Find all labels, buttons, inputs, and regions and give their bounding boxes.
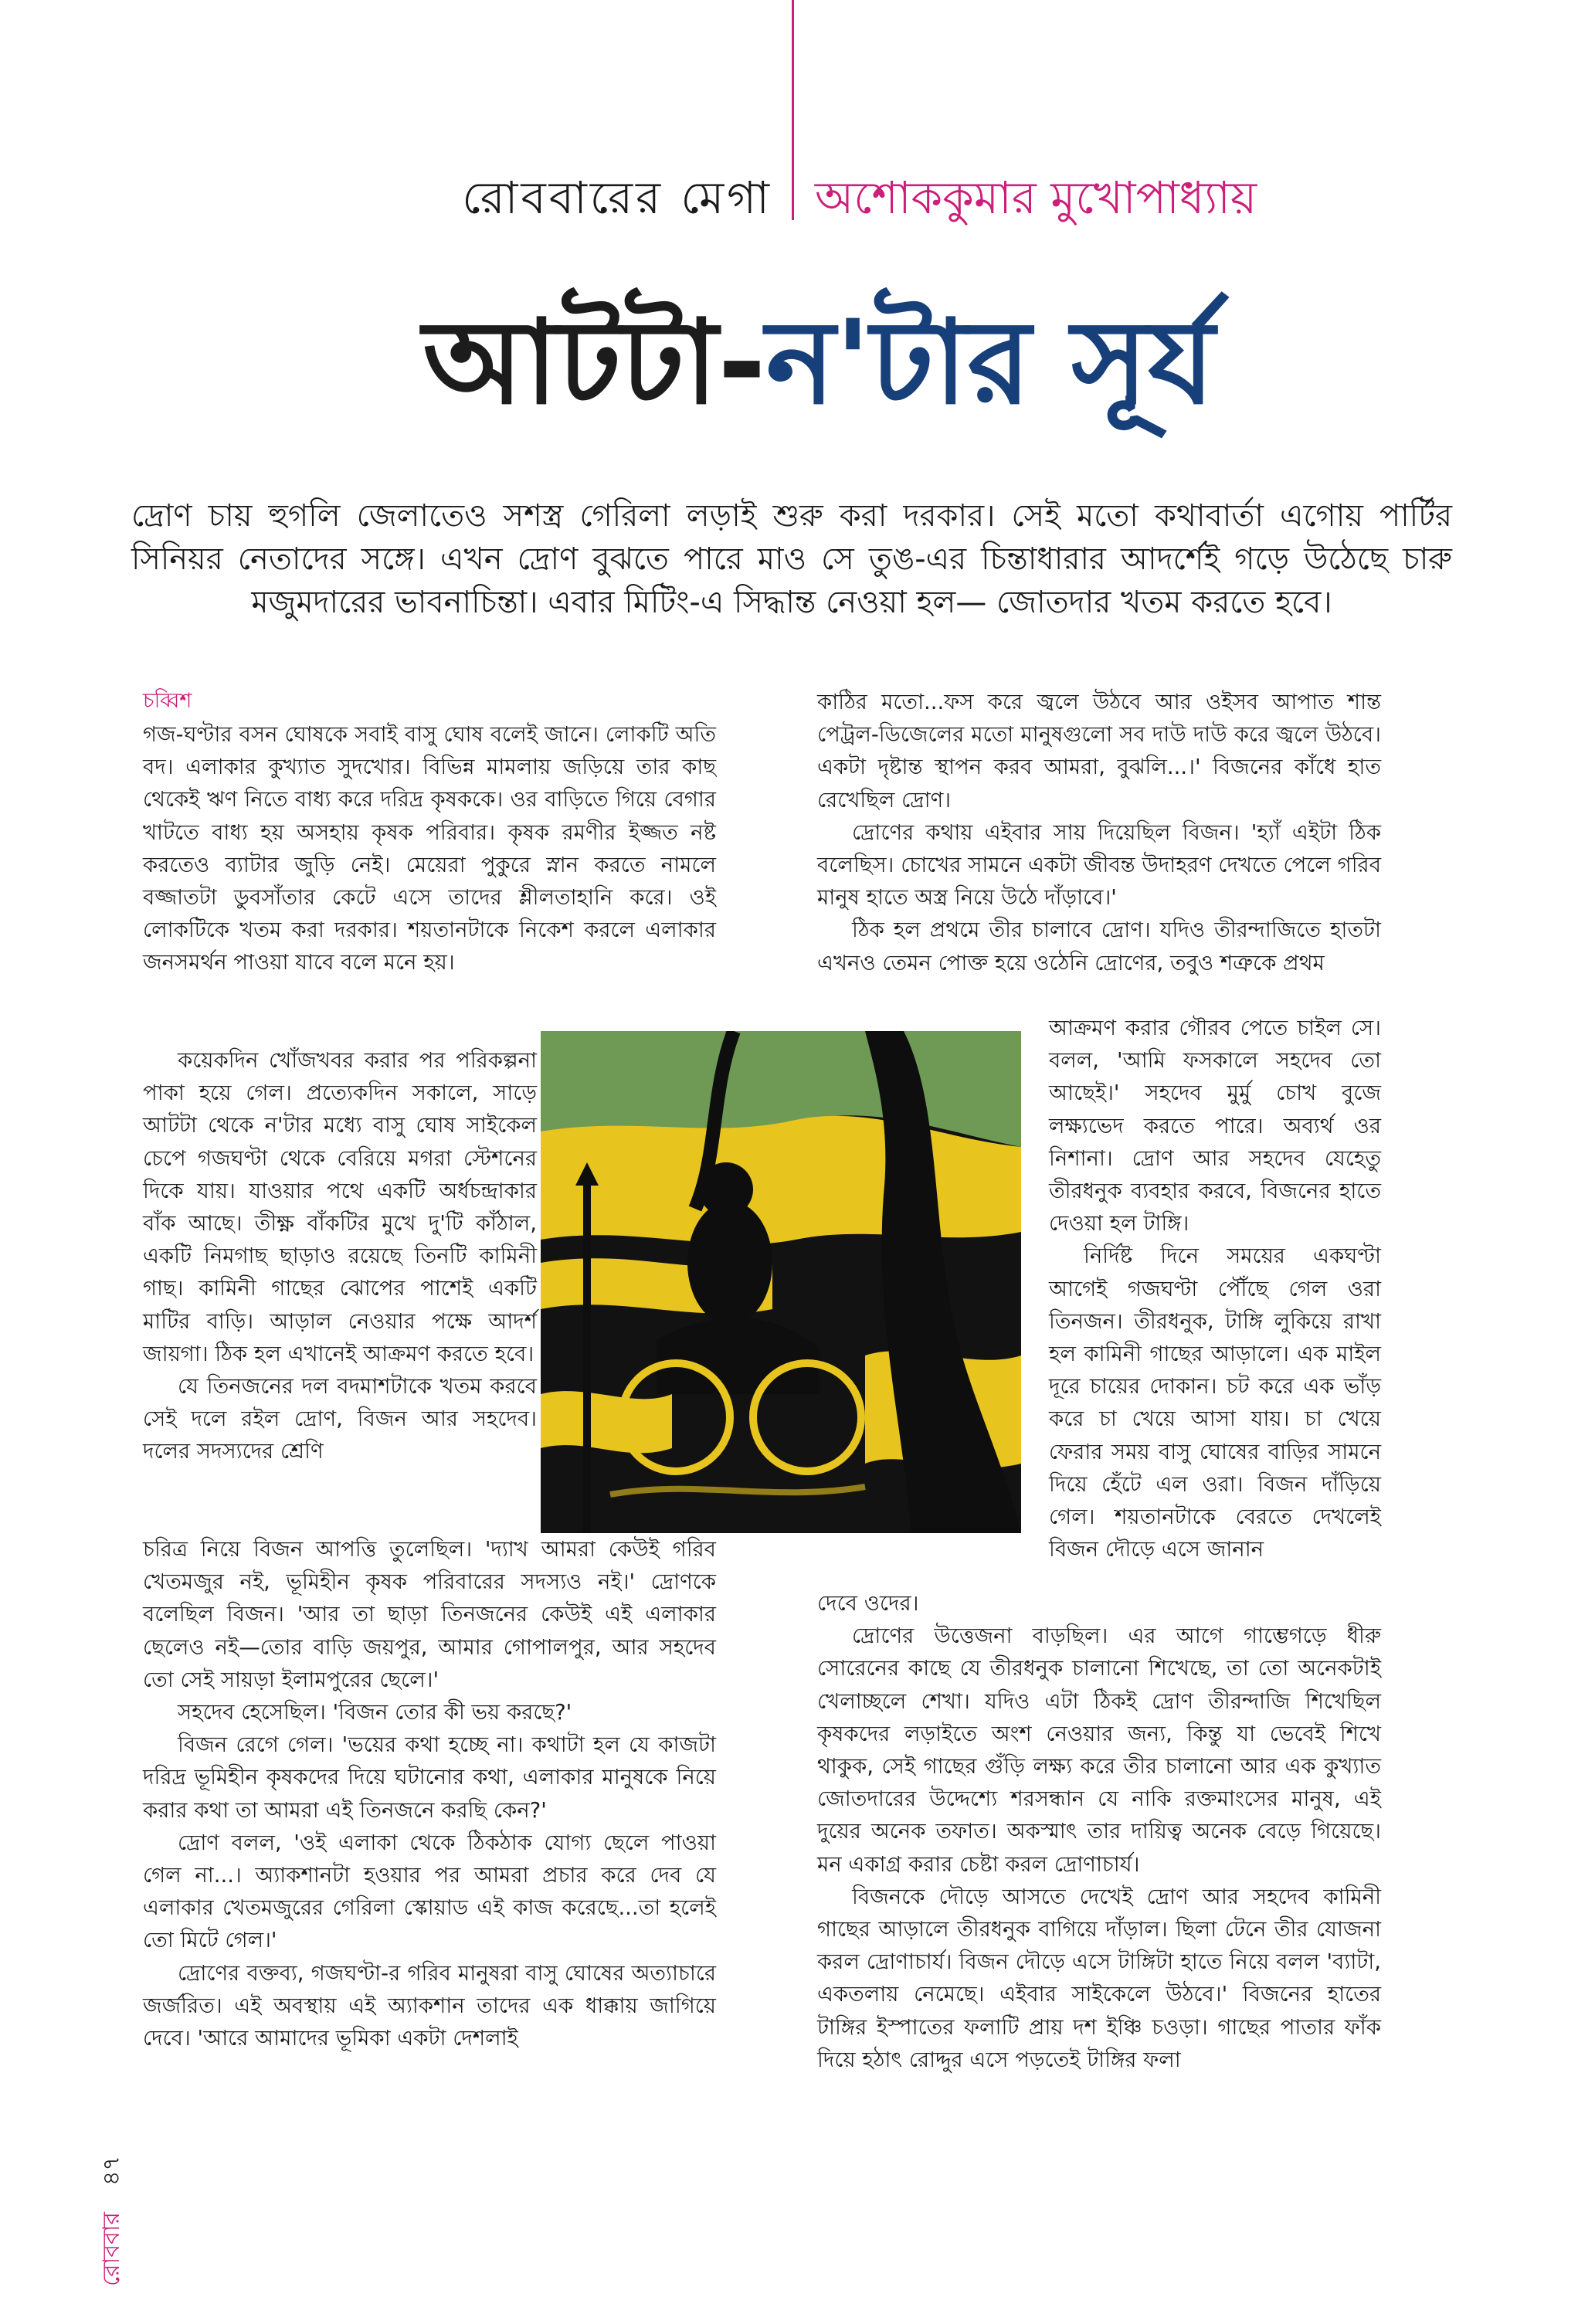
paragraph: কাঠির মতো...ফস করে জ্বলে উঠবে আর ওইসব আপাত শান্ত পেট্রল-ডিজেলের মতো মানুষগুলো সব দাউ দাউ করে জ্বলে উঠবে। একটা দৃষ্টান্ত স্থাপন করব আমরা, বুঝলি...।' বিজনের কাঁধে হাত রেখেছিল দ্রোণ। [817, 690, 1381, 813]
header-divider [792, 0, 794, 220]
paragraph: দ্রোণের কথায় এইবার সায় দিয়েছিল বিজন। 'হ্যাঁ এইটা ঠিক বলেছিস। চোখের সামনে একটা জীবন্ত উদাহরণ দেখতে পেলে গরিব মানুষ হাতে অস্ত্র নিয়ে উঠে দাঁড়াবে।' [817, 819, 1381, 911]
paragraph: যে তিনজনের দল বদমাশটাকে খতম করবে সেই দলে রইল দ্রোণ, বিজন আর সহদেব। দলের সদস্যদের শ্রেণি [143, 1374, 537, 1464]
paragraph: বিজন রেগে গেল। 'ভয়ের কথা হচ্ছে না। কথাটা হল যে কাজটা দরিদ্র ভূমিহীন কৃষকদের দিয়ে ঘটানোর কথা, এলাকার মানুষকে নিয়ে করার কথা তা আমরা এই তিনজনে করছি কেন?' [143, 1732, 716, 1823]
paragraph: নির্দিষ্ট দিনে সময়ের একঘণ্টা আগেই গজঘণ্টা পৌঁছে গেল ওরা তিনজন। তীরধনুক, টাঙ্গি লুকিয়ে রাখা হল কামিনী গাছের আড়ালে। এক মাইল দূরে চায়ের দোকান। চট করে এক ভাঁড় করে চা খেয়ে আসা যায়। চা খেয়ে ফেরার সময় বাসু ঘোষের বাড়ির সামনে দিয়ে হেঁটে এল ওরা। বিজন দাঁড়িয়ে গেল। শয়তানটাকে বেরতে দেখলেই বিজন দৌড়ে এসে জানান [1049, 1243, 1381, 1562]
body-column-right-mid [1049, 1012, 1381, 1566]
folio-page-number: ৪৭ [98, 2156, 125, 2186]
paragraph: দেবে ওদের। [817, 1591, 919, 1616]
paragraph: কয়েকদিন খোঁজখবর করার পর পরিকল্পনা পাকা হয়ে গেল। প্রত্যেকদিন সকালে, সাড়ে আটটা থেকে ন'টার মধ্যে বাসু ঘোষ সাইকেল চেপে গজঘণ্টা থেকে বেরিয়ে মগরা স্টেশনের দিকে যায়। যাওয়ার পথে একটি অর্ধচন্দ্রাকার বাঁক আছে। তীক্ষ্ণ বাঁকটির মুখে দু'টি কাঁঠাল, একটি নিমগাছ ছাড়াও রয়েছে তিনটি কামিনী গাছ। কামিনী গাছের ঝোপের পাশেই একটি মাটির বাড়ি। আড়াল নেওয়ার পক্ষে আদর্শ জায়গা। ঠিক হল এখানেই আক্রমণ করতে হবে। [143, 1048, 537, 1366]
folio-magazine-name: রোববার [98, 2212, 125, 2286]
paragraph: বিজনকে দৌড়ে আসতে দেখেই দ্রোণ আর সহদেব কামিনী গাছের আড়ালে তীরধনুক বাগিয়ে দাঁড়াল। ছিলা টেনে তীর যোজনা করল দ্রোণাচার্য। বিজন দৌড়ে এসে টাঙ্গিটা হাতে নিয়ে বলল 'ব্যাটা, একতলায় নেমেছে। এইবার সাইকেলে উঠবে।' বিজনের হাতের টাঙ্গির ইস্পাতের ফলাটি প্রায় দশ ইঞ্চি চওড়া। গাছের পাতার ফাঁক দিয়ে হঠাৎ রোদ্দুর এসে পড়তেই টাঙ্গির ফলা [817, 1884, 1381, 2072]
author-name: অশোককুমার মুখোপাধ্যায় [815, 171, 1257, 224]
body-column-left-top [143, 718, 716, 979]
page-folio [93, 1977, 139, 2286]
paragraph: দ্রোণের বক্তব্য, গজঘণ্টা-র গরিব মানুষরা বাসু ঘোষের অত্যাচারে জর্জরিত। এই অবস্থায় এই অ্যাকশান তাদের এক ধাক্কায় জাগিয়ে দেবে। 'আরে আমাদের ভূমিকা একটা দেশলাই [143, 1960, 716, 2051]
paragraph: আক্রমণ করার গৌরব পেতে চাইল সে। বলল, 'আমি ফসকালে সহদেব তো আছেই।' সহদেব মুর্মু চোখ বুজে লক্ষ্যভেদ করতে পারে। অব্যর্থ ওর নিশানা। দ্রোণ আর সহদেব যেহেতু তীরধনুক ব্যবহার করবে, বিজনের হাতে দেওয়া হল টাঙ্গি। [1049, 1016, 1381, 1237]
body-column-left-mid [143, 1044, 537, 1468]
series-name: রোববারের মেগা [462, 171, 772, 224]
paragraph: গজ-ঘণ্টার বসন ঘোষকে সবাই বাসু ঘোষ বলেই জানে। লোকটি অতি বদ। এলাকার কুখ্যাত সুদখোর। বিভিন্ন মামলায় জড়িয়ে তার কাছ থেকেই ঋণ নিতে বাধ্য করে দরিদ্র কৃষককে। ওর বাড়িতে গিয়ে বেগার খাটতে বাধ্য হয় অসহায় কৃষক পরিবার। কৃষক রমণীর ইজ্জত নষ্ট করতেও ব্যাটার জুড়ি নেই। মেয়েরা পুকুরে স্নান করতে নামলে বজ্জাতটা ডুবসাঁতার কেটে এসে তাদের শ্লীলতাহানি করে। ওই লোকটিকে খতম করা দরকার। শয়তানটাকে নিকেশ করলে এলাকার জনসমর্থন পাওয়া যাবে বলে মনে হয়। [143, 722, 716, 975]
paragraph: সহদেব হেসেছিল। 'বিজন তোর কী ভয় করছে?' [178, 1700, 572, 1725]
paragraph: দ্রোণ বলল, 'ওই এলাকা থেকে ঠিকঠাক যোগ্য ছেলে পাওয়া গেল না...। অ্যাকশানটা হওয়ার পর আমরা প্রচার করে দেব যে এলাকার খেতমজুরের গেরিলা স্কোয়াড এই কাজ করেছে...তা হলেই তো মিটে গেল।' [143, 1830, 716, 1953]
chapter-number: চব্বিশ [143, 689, 192, 713]
paragraph: ঠিক হল প্রথমে তীর চালাবে দ্রোণ। যদিও তীরন্দাজিতে হাতটা এখনও তেমন পোক্ত হয়ে ওঠেনি দ্রোণের, তবুও শত্রুকে প্রথম [817, 918, 1381, 975]
story-title-part1: আটটা- [422, 296, 766, 430]
story-synopsis: দ্রোণ চায় হুগলি জেলাতেও সশস্ত্র গেরিলা লড়াই শুরু করা দরকার। সেই মতো কথাবার্তা এগোয় পার্টির সিনিয়র নেতাদের সঙ্গে। এখন দ্রোণ বুঝতে পারে মাও সে তুঙ-এর চিন্তাধারার আদর্শেই গড়ে উঠেছে চারু মজুমদারের ভাবনাচিন্তা। এবার মিটিং-এ সিদ্ধান্ত নেওয়া হল— জোতদার খতম করতে হবে। [131, 498, 1452, 620]
story-title [355, 286, 1282, 440]
body-column-right-bottom [817, 1587, 1381, 2076]
body-column-right-top [817, 686, 1381, 979]
paragraph: দ্রোণের উত্তেজনা বাড়ছিল। এর আগে গাম্ভেগড়ে ধীরু সোরেনের কাছে যে তীরধনুক চালানো শিখেছে, তা তো অনেকটাই খেলাচ্ছলে শেখা। যদিও এটা ঠিকই দ্রোণ তীরন্দাজি শিখেছিল কৃষকদের লড়াইতে অংশ নেওয়ার জন্য, কিন্তু যা ভেবেই শিখে থাকুক, সেই গাছের গুঁড়ি লক্ষ্য করে তীর চালানো আর এক কুখ্যাত জোতদারের উদ্দেশ্যে শরসন্ধান যে নাকি রক্তমাংসের মানুষ, এই দুয়ের অনেক তফাত। অকস্মাৎ তার দায়িত্ব অনেক বেড়ে গিয়েছে। মন একাগ্র করার চেষ্টা করল দ্রোণাচার্য। [817, 1623, 1381, 1877]
body-column-left-bottom [143, 1533, 716, 2054]
story-title-part2: ন'টার সূর্য [765, 296, 1215, 430]
story-illustration [541, 1031, 1021, 1533]
paragraph: চরিত্র নিয়ে বিজন আপত্তি তুলেছিল। 'দ্যাখ আমরা কেউই গরিব খেতমজুর নই, ভূমিহীন কৃষক পরিবারের সদস্যও নই।' দ্রোণকে বলেছিল বিজন। 'আর তা ছাড়া তিনজনের কেউই এই এলাকার ছেলেও নই—তোর বাড়ি জয়পুর, আমার গোপালপুর, আর সহদেব তো সেই সায়ড়া ইলামপুরের ছেলে।' [143, 1537, 716, 1692]
